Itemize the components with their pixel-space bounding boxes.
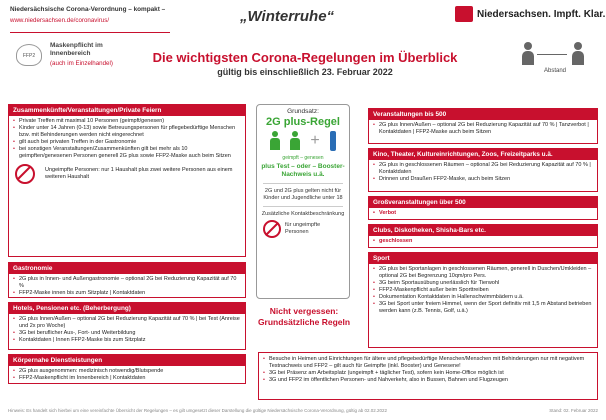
list-item: • FFP2-Maskenpflicht im Innenbereich | Kontaktdaten	[19, 375, 241, 382]
list-item: • Drinnen und Draußen FFP2-Maske, auch beim Sitzen	[379, 176, 593, 183]
footer-disclaimer: Hinweis: Es handelt sich hierbei um eine vereinfachte Übersicht der Regelungen – es gilt umgesetzt dieser Darstellung die gültige Niedersächsische Corona-Verordnung, gültig ab 02.02.2022	[8, 408, 387, 413]
section-heading: Hotels, Pensionen etc. (Beherbergung)	[9, 303, 245, 314]
list-item: • 2G plus Innen/Außen – optional 2G bei Reduzierung Kapazität auf 70 % | bei Test (Anreise und 2x pro Woche)	[19, 316, 241, 330]
list-item: • 3G bei beruflicher Aus-, Fort- und Weiterbildung	[19, 330, 241, 337]
person-icon	[290, 131, 300, 153]
unvaccinated-row	[9, 161, 245, 187]
plus-icon: +	[310, 132, 320, 149]
page-subtitle: gültig bis einschließlich 23. Februar 2022	[217, 67, 393, 77]
unvaccinated-label: für ungeimpfte Personen	[285, 222, 321, 235]
header-divider	[10, 32, 170, 33]
section-heading: Sport	[369, 253, 597, 264]
divider	[263, 183, 343, 184]
person-icon	[522, 42, 534, 66]
section-heading: Körpernahe Dienstleistungen	[9, 355, 245, 366]
logo	[455, 4, 605, 24]
principle-panel	[256, 104, 350, 299]
principle-label: Grundsatz:	[287, 108, 319, 115]
list-item: • 2G plus ausgenommen: medizinisch notwendig/Blutspende	[19, 368, 241, 375]
section-heading: Großveranstaltungen über 500	[369, 197, 597, 208]
section-zusammenkuenfte	[8, 104, 246, 257]
section-sport	[368, 252, 598, 348]
mask-icon: FFP2	[16, 44, 42, 66]
list-item: • 3G und FFP2 im öffentlichen Personen- und Nahverkehr, also in Bussen, Bahnen und Flugzeugen	[269, 377, 593, 384]
no-people-icon	[263, 220, 281, 238]
section-gastronomie	[8, 262, 246, 298]
horse-icon	[455, 6, 473, 22]
unvaccinated-row	[257, 218, 349, 240]
list-item: • Kontaktdaten | Innen FFP2-Maske bis zum Sitzplatz	[19, 337, 241, 344]
section-heading: Kino, Theater, Kultureinrichtungen, Zoos, Freizeitparks u.ä.	[369, 149, 597, 160]
section-heading: Zusammenkünfte/Veranstaltungen/Private Feiern	[9, 105, 245, 116]
section-grossveranstaltungen	[368, 196, 598, 220]
divider	[263, 206, 343, 207]
list-item: • Kinder unter 14 Jahren (0-13) sowie Betreuungspersonen für pflegebedürftige Menschen bzw. mit Behinderungen werden nicht eingerechnet	[19, 125, 241, 139]
mask-requirement	[16, 40, 126, 76]
section-clubs	[368, 224, 598, 248]
winterruhe-heading: „Winterruhe“	[240, 8, 335, 25]
page-title: Die wichtigsten Corona-Regelungen im Überblick	[152, 50, 458, 65]
section-hotels	[8, 302, 246, 350]
ordinance-title: Niedersächsische Corona-Verordnung – kompakt –	[10, 6, 166, 13]
list-item: • Private Treffen mit maximal 10 Personen (geimpft/genesen)	[19, 118, 241, 125]
list-item: • 2G plus in geschlossenen Räumen – optional 2G bei Reduzierung Kapazität auf 70 % | Kontaktdaten	[379, 162, 593, 176]
website-link[interactable]: www.niedersachsen.de/coronavirus/	[10, 17, 110, 24]
minors-info: 2G und 2G plus gelten nicht für Kinder und Jugendliche unter 18	[263, 188, 343, 201]
list-item: • 3G beim Sportausübung unerlässlich für Tierwohl	[379, 280, 593, 287]
list-item: • FFP2-Maskenpflicht außer beim Sporttreiben	[379, 287, 593, 294]
list-item: • gilt auch bei privaten Treffen in der Gastronomie	[19, 139, 241, 146]
reminder-heading: Nicht vergessen: Grundsätzliche Regeln	[257, 306, 351, 327]
list-item: • 3G bei Sport unter freiem Himmel, wenn der Sport definitiv mit 1,5 m Abstand betrieben werden kann (z.B. Tennis, Golf, u.ä.)	[379, 301, 593, 315]
logo-text: Niedersachsen. Impft. Klar.	[477, 8, 606, 20]
section-koerpernahe	[8, 354, 246, 384]
list-item: • Besuche in Heimen und Einrichtungen für ältere und pflegebedürftige Menschen/Menschen mit Behinderungen nur mit negativem Testnachweis und FFP2 – gilt auch für Geimpfte (inkl. Booster) und Genesene!	[269, 356, 593, 370]
footer-date: Stand: 02. Februar 2022	[549, 408, 598, 413]
section-kino	[368, 148, 598, 192]
distance-graphic	[520, 40, 590, 80]
section-heading: Clubs, Diskotheken, Shisha-Bars etc.	[369, 225, 597, 236]
mask-note: (auch im Einzelhandel)	[50, 60, 113, 67]
contact-restriction: Zusätzliche Kontaktbeschränkung	[261, 211, 345, 217]
list-item: • 2G plus Innen/Außen – optional 2G bei Reduzierung Kapazität auf 70 % | Tanzverbot | Kontaktdaten | FFP2-Maske auch beim Sitzen	[379, 122, 593, 136]
footer	[8, 408, 598, 413]
list-item: • geschlossen	[379, 238, 593, 245]
mask-title: Maskenpflicht im Innenbereich	[50, 42, 103, 57]
test-booster: plus Test – oder – Booster-Nachweis u.ä.	[261, 163, 345, 178]
list-item: • 3G bei Präsenz am Arbeitsplatz (ungeimpft + täglicher Test), sofern kein Home-Office möglich ist	[269, 370, 593, 377]
list-item: • Verbot	[379, 210, 593, 217]
section-heading: Gastronomie	[9, 263, 245, 274]
syringe-icon	[330, 131, 336, 151]
person-icon	[270, 131, 280, 153]
list-item: • 2G plus bei Sportanlagen in geschlossenen Räumen, generell in Duschen/Umkleiden – optional 2G bei Begrenzung 10qm/pro Pers.	[379, 266, 593, 280]
rule-heading: 2G plus-Regel	[266, 116, 340, 128]
vaccinated-recovered: geimpft – genesen	[282, 155, 324, 161]
person-icon	[572, 42, 584, 66]
rule-icons	[257, 131, 349, 153]
arrow-icon	[537, 54, 567, 55]
no-people-icon	[15, 164, 35, 184]
section-bis500	[368, 108, 598, 144]
list-item: • FFP2-Maske innen bis zum Sitzplatz | Kontaktdaten	[19, 290, 241, 297]
unvaccinated-text: Ungeimpfte Personen: nur 1 Haushalt plus zwei weitere Personen aus einem weiteren Haushalt	[45, 167, 233, 180]
section-general-rules	[258, 352, 598, 400]
list-item: • Dokumentation Kontaktdaten in Hallenschwimmbädern u.ä.	[379, 294, 593, 301]
section-heading: Veranstaltungen bis 500	[369, 109, 597, 120]
distance-label: Abstand	[543, 68, 567, 74]
list-item: • 2G plus in Innen- und Außengastronomie – optional 2G bei Reduzierung Kapazität auf 70 %	[19, 276, 241, 290]
list-item: • bei sonstigen Veranstaltungen/Zusammenkünften gilt bei mehr als 10 geimpften/genesenen Personen generell 2G plus sowie FFP2-Maske auch beim Sitzen	[19, 146, 241, 160]
header-left	[10, 6, 180, 24]
